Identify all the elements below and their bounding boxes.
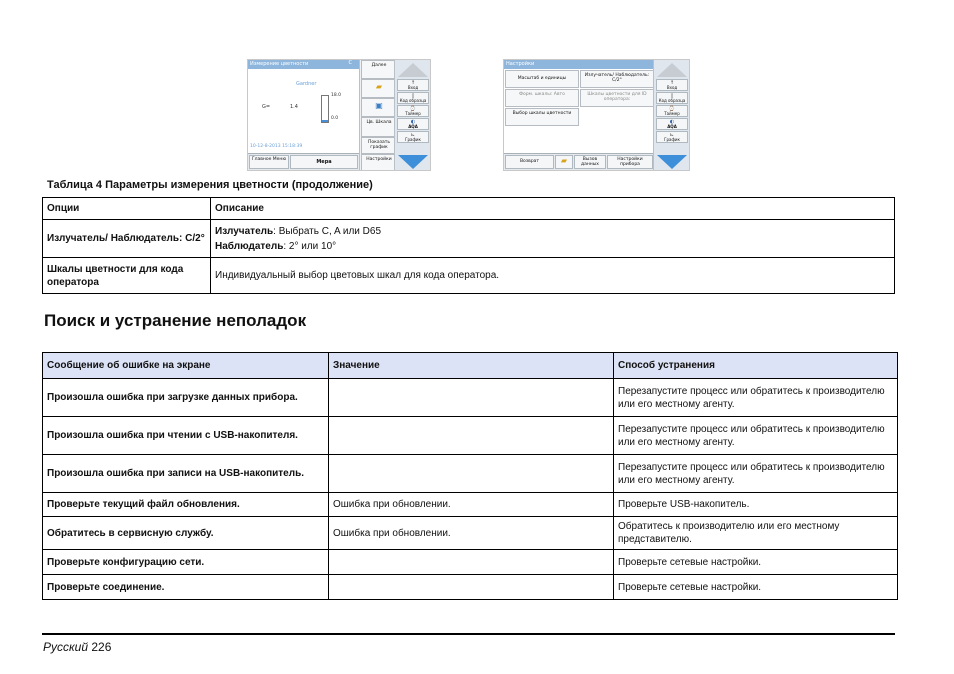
solution-cell: Проверьте сетевые настройки. bbox=[614, 550, 898, 575]
description-text: : Выбрать C, A или D65 bbox=[273, 225, 382, 237]
description-line bbox=[215, 225, 890, 238]
instrument-settings-button[interactable]: Настройки прибора bbox=[607, 155, 653, 169]
timer-icon: ⌚ bbox=[409, 106, 417, 112]
header-options: Опции bbox=[43, 198, 211, 220]
sample-id-label: Код образца bbox=[658, 98, 686, 103]
sample-id-label: Код образца bbox=[399, 98, 427, 103]
value-label: G= bbox=[262, 104, 271, 110]
troubleshooting-table bbox=[42, 352, 898, 600]
scroll-up-icon[interactable] bbox=[657, 63, 687, 77]
description-cell bbox=[211, 220, 895, 258]
solution-cell: Проверьте сетевые настройки. bbox=[614, 575, 898, 600]
error-message-cell: Произошла ошибка при загрузке данных прибора. bbox=[43, 379, 329, 417]
description-cell: Индивидуальный выбор цветовых шкал для кода оператора. bbox=[211, 258, 895, 294]
bottom-bar bbox=[248, 153, 359, 170]
table-row bbox=[43, 517, 898, 550]
sample-id-button[interactable] bbox=[397, 92, 429, 104]
table-row bbox=[43, 258, 895, 294]
solution-cell: Проверьте USB-накопитель. bbox=[614, 493, 898, 517]
bottom-bar bbox=[504, 153, 654, 170]
recall-data-button[interactable]: Вызов данных bbox=[574, 155, 606, 169]
error-message-cell: Произошла ошибка при чтении с USB-накопителя. bbox=[43, 417, 329, 455]
back-button[interactable]: Возврат bbox=[505, 155, 554, 169]
measure-button[interactable]: Мера bbox=[290, 155, 358, 169]
aqa-icon: ◐ bbox=[410, 119, 416, 125]
value-reading: 1.4 bbox=[290, 104, 298, 110]
side-panel bbox=[653, 60, 689, 171]
sample-icon: ▯ bbox=[411, 93, 415, 99]
operator-scales-button[interactable]: Шкалы цветности для ID оператора: bbox=[580, 89, 654, 107]
header-solution: Способ устранения bbox=[614, 353, 898, 379]
graph-label: График bbox=[405, 137, 421, 142]
aqa-button[interactable] bbox=[656, 118, 688, 130]
next-button[interactable]: Далее bbox=[361, 60, 397, 79]
error-message-cell: Проверьте соединение. bbox=[43, 575, 329, 600]
timer-icon: ⌚ bbox=[668, 106, 676, 112]
description-text: : 2° или 10° bbox=[283, 240, 337, 252]
graph-icon: ⊾ bbox=[669, 132, 675, 138]
scroll-up-icon[interactable] bbox=[398, 63, 428, 77]
meaning-cell bbox=[329, 417, 614, 455]
table-row bbox=[43, 417, 898, 455]
solution-cell: Перезапустите процесс или обратитесь к производителю или его местному агенту. bbox=[614, 379, 898, 417]
bar-max-label: 18.0 bbox=[331, 93, 342, 98]
graph-button[interactable] bbox=[397, 131, 429, 143]
bar-min-label: 0.0 bbox=[331, 116, 339, 121]
folder-icon[interactable]: ▰ bbox=[361, 79, 397, 98]
solution-cell: Перезапустите процесс или обратитесь к производителю или его местному агенту. bbox=[614, 455, 898, 493]
scroll-down-icon[interactable] bbox=[657, 155, 687, 169]
level-bar-fill bbox=[322, 120, 328, 122]
error-message-cell: Проверьте конфигурацию сети. bbox=[43, 550, 329, 575]
illuminant-observer-button[interactable]: Излучатель/ Наблюдатель: C/2° bbox=[580, 70, 654, 88]
scale-form-button[interactable]: Форм. шкалы: Авто bbox=[505, 89, 579, 107]
aqa-button[interactable] bbox=[397, 118, 429, 130]
sample-id-button[interactable] bbox=[656, 92, 688, 104]
scale-name: Gardner bbox=[296, 81, 317, 87]
options-table bbox=[42, 197, 895, 294]
settings-button[interactable]: Настройки bbox=[361, 154, 397, 171]
device-screenshot-settings bbox=[503, 59, 690, 171]
graph-label: График bbox=[664, 137, 680, 142]
timer-button[interactable] bbox=[397, 105, 429, 117]
user-icon: ↑ bbox=[410, 80, 416, 86]
show-graph-button[interactable]: Показать график bbox=[361, 137, 397, 154]
login-button[interactable] bbox=[656, 79, 688, 91]
table-caption: Таблица 4 Параметры измерения цветности (продолжение) bbox=[47, 179, 373, 191]
footer-language: Русский bbox=[43, 640, 89, 654]
folder-icon[interactable]: ▰ bbox=[555, 155, 573, 169]
page-number: 226 bbox=[91, 640, 112, 654]
description-term: Излучатель bbox=[215, 225, 274, 237]
option-cell: Излучатель/ Наблюдатель: C/2° bbox=[43, 220, 211, 258]
meaning-cell: Ошибка при обновлении. bbox=[329, 517, 614, 550]
header-meaning: Значение bbox=[329, 353, 614, 379]
menu-column bbox=[359, 60, 397, 171]
sample-icon: ▯ bbox=[670, 93, 674, 99]
login-label: Вход bbox=[666, 85, 678, 90]
aqa-icon: ◐ bbox=[669, 119, 675, 125]
solution-cell: Перезапустите процесс или обратитесь к производителю или его местному агенту. bbox=[614, 417, 898, 455]
table-row bbox=[43, 550, 898, 575]
login-label: Вход bbox=[407, 85, 419, 90]
timer-button[interactable] bbox=[656, 105, 688, 117]
graph-button[interactable] bbox=[656, 131, 688, 143]
main-menu-button[interactable]: Главное Меню bbox=[249, 155, 289, 169]
error-message-cell: Обратитесь в сервисную службу. bbox=[43, 517, 329, 550]
login-button[interactable] bbox=[397, 79, 429, 91]
computer-icon[interactable]: ▣ bbox=[361, 98, 397, 117]
device-screenshot-measure bbox=[247, 59, 431, 171]
table-row bbox=[43, 575, 898, 600]
meaning-cell bbox=[329, 550, 614, 575]
footer-rule bbox=[42, 633, 895, 635]
timestamp: 10-12-8-2013 15:18:39 bbox=[250, 144, 303, 149]
select-color-scale-button[interactable]: Выбор шкалы цветности bbox=[505, 108, 579, 126]
user-icon: ↑ bbox=[669, 80, 675, 86]
table-row bbox=[43, 493, 898, 517]
meaning-cell bbox=[329, 455, 614, 493]
solution-cell: Обратитесь к производителю или его местному представителю. bbox=[614, 517, 898, 550]
page-footer bbox=[43, 640, 111, 654]
aqa-label: AQA bbox=[667, 124, 677, 129]
header-description: Описание bbox=[211, 198, 895, 220]
scale-units-button[interactable]: Масштаб и единицы bbox=[505, 70, 579, 88]
section-heading: Поиск и устранение неполадок bbox=[44, 311, 307, 330]
meaning-cell bbox=[329, 379, 614, 417]
level-bar bbox=[321, 95, 329, 123]
graph-icon: ⊾ bbox=[410, 132, 416, 138]
header-error-message: Сообщение об ошибке на экране bbox=[43, 353, 329, 379]
table-row bbox=[43, 455, 898, 493]
error-message-cell: Проверьте текущий файл обновления. bbox=[43, 493, 329, 517]
option-cell: Шкалы цветности для кода оператора bbox=[43, 258, 211, 294]
timer-label: Таймер bbox=[405, 111, 421, 116]
aqa-label: AQA bbox=[408, 124, 418, 129]
screen-title: Измерение цветности bbox=[248, 60, 360, 69]
timer-label: Таймер bbox=[664, 111, 680, 116]
table-header-row bbox=[43, 353, 898, 379]
error-message-cell: Произошла ошибка при записи на USB-накопитель. bbox=[43, 455, 329, 493]
table-header-row bbox=[43, 198, 895, 220]
table-row bbox=[43, 220, 895, 258]
description-line bbox=[215, 240, 890, 253]
screen-title: Настройки bbox=[504, 60, 654, 69]
side-panel bbox=[394, 60, 430, 171]
description-term: Наблюдатель bbox=[215, 240, 284, 252]
color-scale-button[interactable]: Цв. Шкала bbox=[361, 117, 397, 137]
screen-title-badge: C bbox=[348, 60, 352, 66]
scroll-down-icon[interactable] bbox=[398, 155, 428, 169]
table-row bbox=[43, 379, 898, 417]
meaning-cell: Ошибка при обновлении. bbox=[329, 493, 614, 517]
meaning-cell bbox=[329, 575, 614, 600]
